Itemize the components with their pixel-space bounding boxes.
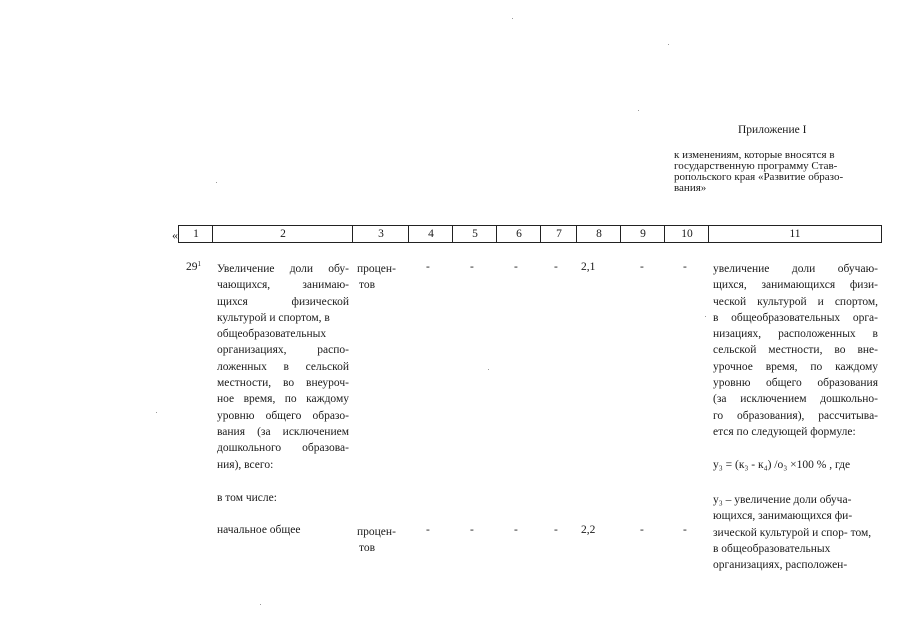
unit-line: процен- xyxy=(357,263,396,275)
definition-line: ющихся, занимающихся фи- xyxy=(713,510,853,523)
indicator-name-line: культурой и спортом, в xyxy=(217,311,330,324)
header-cell-2: 2 xyxy=(212,225,353,243)
scan-speck xyxy=(216,182,217,183)
description-line: щихся, занимающихся физи- xyxy=(713,279,878,292)
indicator-name-line: ное время, по каждому xyxy=(217,393,349,406)
unit-line: тов xyxy=(359,542,376,555)
header-cell-11: 11 xyxy=(708,225,882,243)
description-line: уровню общего образования xyxy=(713,377,878,390)
value-col-7: - xyxy=(554,261,558,273)
indicator-name-line: местности, во внеуроч- xyxy=(217,377,349,390)
description-line: (за исключением дошкольно- xyxy=(713,393,878,406)
unit-cell xyxy=(357,261,396,294)
description-line: сельской местности, во вне- xyxy=(713,344,878,357)
indicator-name-line: чающихся, занимаю- xyxy=(217,279,349,292)
open-quote: « xyxy=(172,228,178,242)
calculation-description xyxy=(713,261,878,440)
subrow-name: начальное общее xyxy=(217,524,301,536)
appendix-subtitle-line: государственную программу Став- xyxy=(674,160,838,172)
description-line: го образования), рассчитыва- xyxy=(713,409,878,422)
including-label: в том числе: xyxy=(217,492,277,504)
header-cell-7: 7 xyxy=(540,225,577,243)
subrow-value-col-8: 2,2 xyxy=(581,524,596,536)
table-header-row xyxy=(170,225,882,243)
scan-speck xyxy=(705,316,706,317)
subrow-value-col-7: - xyxy=(554,524,558,536)
description-line: урочное время, по каждому xyxy=(713,360,878,373)
subrow-value-col-6: - xyxy=(514,524,518,536)
subrow-value-col-10: - xyxy=(683,524,687,536)
header-cell-6: 6 xyxy=(496,225,541,243)
unit-line: процен- xyxy=(357,526,396,538)
scan-speck xyxy=(488,369,489,370)
description-line: низациях, расположенных в xyxy=(713,328,878,341)
indicator-name-line: ложенных в сельской xyxy=(217,360,349,373)
description-line: ется по следующей формуле: xyxy=(713,425,856,438)
value-col-4: - xyxy=(426,261,430,273)
indicator-name xyxy=(217,261,349,473)
indicator-name-line: общеобразовательных xyxy=(217,328,327,341)
definition-line: организациях, расположен- xyxy=(713,559,848,572)
description-line: в общеобразовательных орга- xyxy=(713,311,878,324)
scan-speck xyxy=(260,604,261,605)
value-col-10: - xyxy=(683,261,687,273)
unit-line: тов xyxy=(359,279,376,292)
subrow-value-col-4: - xyxy=(426,524,430,536)
scan-speck xyxy=(668,44,669,45)
definition-line: у₃ – увеличение доли обуча- xyxy=(713,494,852,506)
appendix-title: Приложение I xyxy=(738,124,807,136)
scan-speck xyxy=(512,18,513,19)
appendix-subtitle-line: ропольского края «Развитие образо- xyxy=(674,171,844,183)
description-line: увеличение доли обучаю- xyxy=(713,263,878,275)
value-col-9: - xyxy=(640,261,644,273)
header-cell-10: 10 xyxy=(664,225,709,243)
header-cell-4: 4 xyxy=(408,225,453,243)
formula: у₃ = (к₃ - к₄) /о₃ ×100 % , где xyxy=(713,459,851,471)
indicator-name-line: уровню общего образо- xyxy=(217,409,349,422)
indicator-name-line: щихся физической xyxy=(217,295,349,308)
subrow-value-col-9: - xyxy=(640,524,644,536)
appendix-subtitle-line: вания» xyxy=(674,182,707,194)
variable-definition xyxy=(713,492,878,573)
definition-line: том, в общеобразовательных xyxy=(713,526,872,555)
subrow-value-col-5: - xyxy=(470,524,474,536)
indicator-name-line: ния), всего: xyxy=(217,458,274,471)
definition-line: зической культурой и спор- xyxy=(713,526,848,539)
value-col-5: - xyxy=(470,261,474,273)
indicator-name-line: организациях, распо- xyxy=(217,344,349,357)
value-col-8: 2,1 xyxy=(581,261,596,273)
header-cell-3: 3 xyxy=(352,225,409,243)
indicator-name-line: вания (за исключением xyxy=(217,425,349,438)
header-cell-8: 8 xyxy=(576,225,621,243)
value-col-6: - xyxy=(514,261,518,273)
scan-speck xyxy=(156,412,157,413)
appendix-subtitle-line: к изменениям, которые вносятся в xyxy=(674,149,835,161)
header-cell-5: 5 xyxy=(452,225,497,243)
subrow-unit-cell xyxy=(357,524,396,557)
scan-speck xyxy=(638,110,639,111)
description-line: ческой культурой и спортом, xyxy=(713,295,878,308)
header-cell-9: 9 xyxy=(620,225,665,243)
appendix-subtitle xyxy=(674,150,878,194)
row-number: $29^1$ xyxy=(186,260,201,273)
header-cell-1: 1 xyxy=(178,225,213,243)
indicator-name-line: Увеличение доли обу- xyxy=(217,263,349,275)
indicator-name-line: дошкольного образова- xyxy=(217,442,349,455)
